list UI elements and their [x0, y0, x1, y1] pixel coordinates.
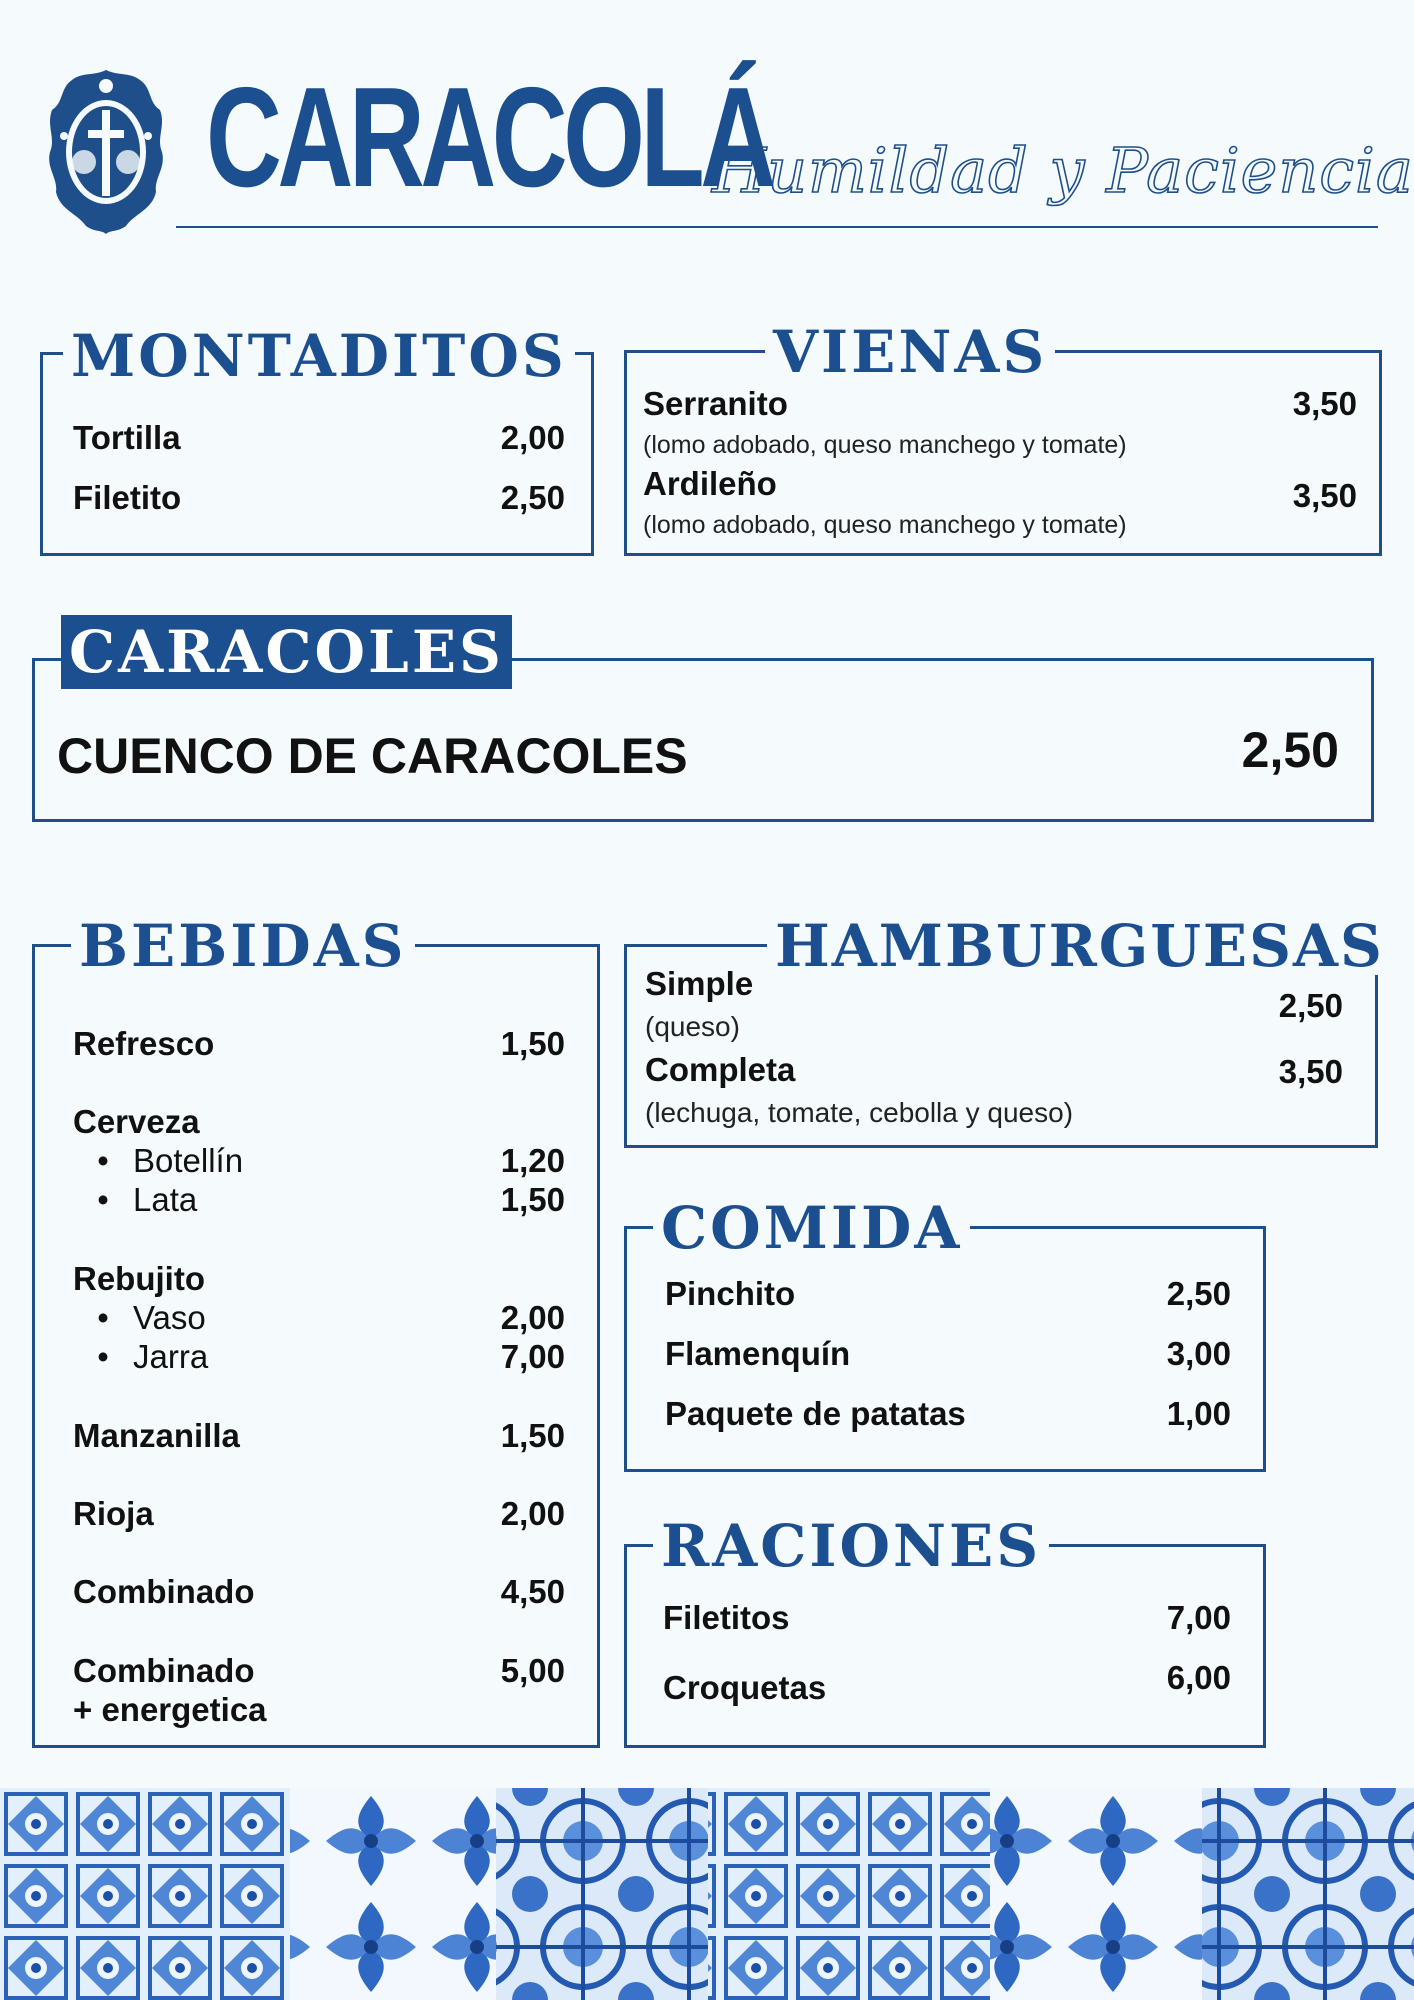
item-name: Combinado — [73, 1573, 255, 1610]
sub-item-name: • Botellín — [73, 1142, 243, 1180]
item-price: 2,50 — [1278, 987, 1343, 1024]
item-name: Combinado — [73, 1652, 255, 1689]
item-name: Serranito — [643, 385, 788, 422]
item-name: CUENCO DE CARACOLES — [57, 728, 688, 784]
sub-item-name: • Vaso — [73, 1299, 206, 1337]
item-price: 1,50 — [500, 1181, 565, 1218]
sub-item-name: • Jarra — [73, 1338, 208, 1376]
item-name: Manzanilla — [73, 1417, 240, 1454]
section-caracoles — [32, 618, 1374, 822]
item-description: (queso) — [645, 1011, 740, 1042]
section-title-montaditos: MONTADITOS — [63, 327, 575, 385]
item-name: Flamenquín — [665, 1335, 851, 1372]
item-name: Pinchito — [665, 1275, 796, 1312]
section-montaditos — [40, 322, 594, 556]
item-description: (lechuga, tomate, cebolla y queso) — [645, 1097, 1074, 1128]
item-name: Filetitos — [663, 1599, 790, 1636]
item-name: Paquete de patatas — [665, 1395, 966, 1432]
brand-logo-text: CARACOLÁ — [206, 58, 772, 217]
decorative-tile-border — [0, 1788, 1414, 2000]
item-price: 2,50 — [1241, 722, 1339, 778]
item-name: Refresco — [73, 1025, 215, 1062]
section-title-vienas: VIENAS — [765, 323, 1055, 381]
item-price: 3,50 — [1292, 385, 1357, 422]
item-price: 1,20 — [500, 1142, 565, 1179]
item-price: 2,50 — [1166, 1275, 1231, 1312]
item-price: 2,00 — [500, 1299, 565, 1336]
brotherhood-crest-icon — [44, 66, 168, 234]
item-price: 2,50 — [500, 479, 565, 516]
item-name: Ardileño — [643, 465, 777, 502]
item-price: 1,50 — [500, 1417, 565, 1454]
section-title-comida: COMIDA — [653, 1199, 970, 1257]
item-name: Tortilla — [73, 419, 181, 456]
item-description: (lomo adobado, queso manchego y tomate) — [643, 431, 1127, 459]
section-raciones — [624, 1512, 1266, 1748]
item-price: 3,00 — [1166, 1335, 1231, 1372]
item-price: 7,00 — [500, 1338, 565, 1375]
section-title-raciones: RACIONES — [653, 1517, 1049, 1575]
item-description: (lomo adobado, queso manchego y tomate) — [643, 511, 1127, 539]
header-divider — [176, 226, 1378, 228]
item-price: 3,50 — [1278, 1053, 1343, 1090]
section-comida — [624, 1194, 1266, 1472]
item-name: Rebujito — [73, 1260, 205, 1297]
item-price: 4,50 — [500, 1573, 565, 1610]
section-hamburguesas — [624, 912, 1384, 1148]
item-price: 2,00 — [500, 419, 565, 456]
item-price: 5,00 — [500, 1652, 565, 1689]
item-name-line2: + energetica — [73, 1691, 267, 1728]
item-price: 1,00 — [1166, 1395, 1231, 1432]
item-name: Simple — [645, 965, 754, 1002]
section-bebidas — [32, 912, 600, 1748]
slogan-text: Humildad y Paciencia — [712, 134, 1414, 207]
section-title-caracoles: CARACOLES — [61, 615, 512, 689]
item-name: Rioja — [73, 1495, 154, 1532]
item-name: Filetito — [73, 479, 182, 516]
section-title-hamburguesas: HAMBURGUESAS — [767, 917, 1392, 975]
item-name: Cerveza — [73, 1103, 200, 1140]
item-name: Completa — [645, 1051, 796, 1088]
item-price: 2,00 — [500, 1495, 565, 1532]
item-price: 1,50 — [500, 1025, 565, 1062]
section-title-bebidas: BEBIDAS — [71, 917, 415, 975]
item-price: 6,00 — [1166, 1659, 1231, 1696]
sub-item-name: • Lata — [73, 1181, 197, 1219]
item-price: 3,50 — [1292, 477, 1357, 514]
section-vienas — [624, 318, 1382, 556]
item-name: Croquetas — [663, 1669, 827, 1706]
item-price: 7,00 — [1166, 1599, 1231, 1636]
